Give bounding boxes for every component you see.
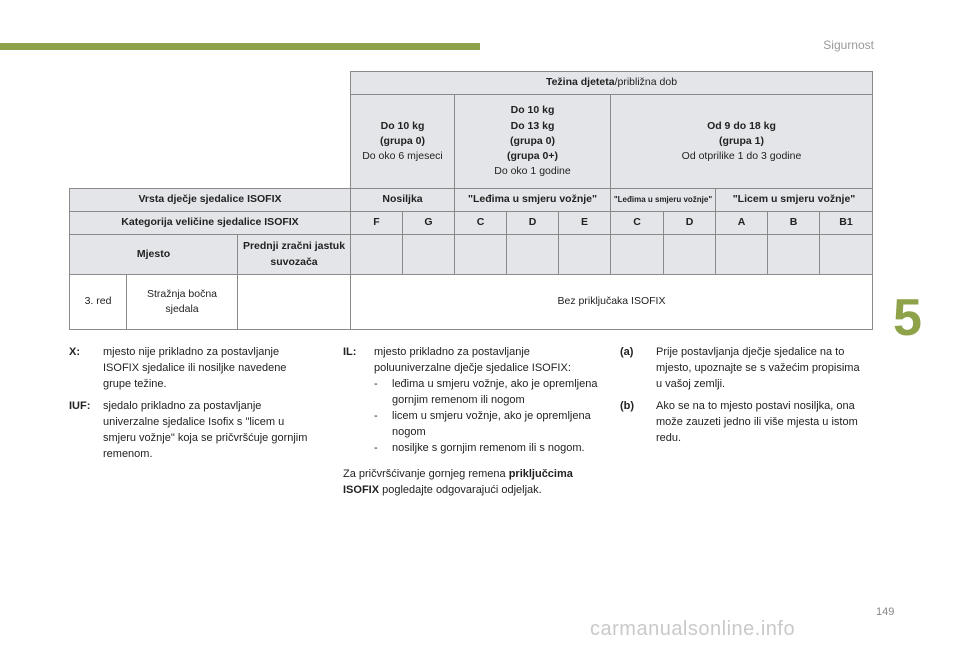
isofix-note: Za pričvršćivanje gornjeg remena priključcima ISOFIX pogledajte odgovarajući odjeljak. xyxy=(343,467,573,496)
page-number: 149 xyxy=(876,606,895,618)
legend-middle xyxy=(343,345,603,498)
legend-b: (b) Ako se na to mjesto postavi nosiljka, ona može zauzeti jedno ili više mjesta u istom redu. xyxy=(620,399,858,444)
type-forward-facing: "Licem u smjeru vožnje" xyxy=(716,189,873,212)
group-0-header: Do 10 kg (grupa 0) Do oko 6 mjeseci xyxy=(351,95,455,189)
size-cell: B xyxy=(768,212,820,235)
size-row-label: Kategorija veličine sjedalice ISOFIX xyxy=(70,212,351,235)
legend-right xyxy=(620,345,860,453)
legend-a: (a) Prije postavljanja dječje sjedalice na to mjesto, upoznajte se s važećim propisima u vašoj zemlji. xyxy=(620,346,860,390)
size-cell: C xyxy=(611,212,664,235)
type-rear-facing: "Leđima u smjeru vožnje" xyxy=(455,189,611,212)
size-cell: E xyxy=(559,212,611,235)
airbag-empty xyxy=(238,275,351,330)
legend-left xyxy=(69,345,309,469)
section-title: Sigurnost xyxy=(823,38,874,52)
size-cell: B1 xyxy=(820,212,873,235)
type-rear-facing-small: "Leđima u smjeru vožnje" xyxy=(611,189,716,212)
seat-position: Stražnja bočna sjedala xyxy=(127,275,238,330)
size-cell: G xyxy=(403,212,455,235)
place-label: Mjesto xyxy=(70,235,238,275)
watermark: carmanualsonline.info xyxy=(590,618,796,640)
size-cell: D xyxy=(507,212,559,235)
type-carrycot: Nosiljka xyxy=(351,189,455,212)
seat-row-number: 3. red xyxy=(70,275,127,330)
weight-title: Težina djeteta/približna dob xyxy=(351,72,873,95)
legend-x: X: mjesto nije prikladno za postavljanje ISOFIX sjedalice ili nosiljke navedene grupe težine. xyxy=(69,346,287,390)
list-item: - leđima u smjeru vožnje, ako je opremljena gornjim remenom ili nogom xyxy=(374,377,598,406)
group-0plus-header: Do 10 kg Do 13 kg (grupa 0) (grupa 0+) Do oko 1 godine xyxy=(455,95,611,189)
size-cell: C xyxy=(455,212,507,235)
airbag-label: Prednji zračni jastuk suvozača xyxy=(238,235,351,275)
header-accent-bar xyxy=(0,43,480,50)
legend-il: IL: mjesto prikladno za postavljanje poluuniverzalne dječje sjedalice ISOFIX: - leđima u smjeru vožnje, ako je opremljena gornjim remenom ili nogom - licem u smjeru vožnje, ako je opremljena nogom - nosiljke s gornjim remenom ili s nogom. xyxy=(343,345,603,457)
legend-iuf: IUF: sjedalo prikladno za postavljanje univerzalne sjedalice Isofix s "licem u smjeru vožnje" koja se pričvršćuje gornjim remenom. xyxy=(69,399,308,460)
group-1-header: Od 9 do 18 kg (grupa 1) Od otprilike 1 do 3 godine xyxy=(611,95,873,189)
chapter-number: 5 xyxy=(893,289,922,347)
list-item: - licem u smjeru vožnje, ako je opremljena nogom xyxy=(374,409,591,438)
seat-value: Bez priključaka ISOFIX xyxy=(351,275,873,330)
type-row-label: Vrsta dječje sjedalice ISOFIX xyxy=(70,189,351,212)
size-cell: A xyxy=(716,212,768,235)
size-cell: F xyxy=(351,212,403,235)
list-item: - nosiljke s gornjim remenom ili s nogom. xyxy=(374,441,585,454)
size-cell: D xyxy=(664,212,716,235)
isofix-table xyxy=(69,71,873,330)
